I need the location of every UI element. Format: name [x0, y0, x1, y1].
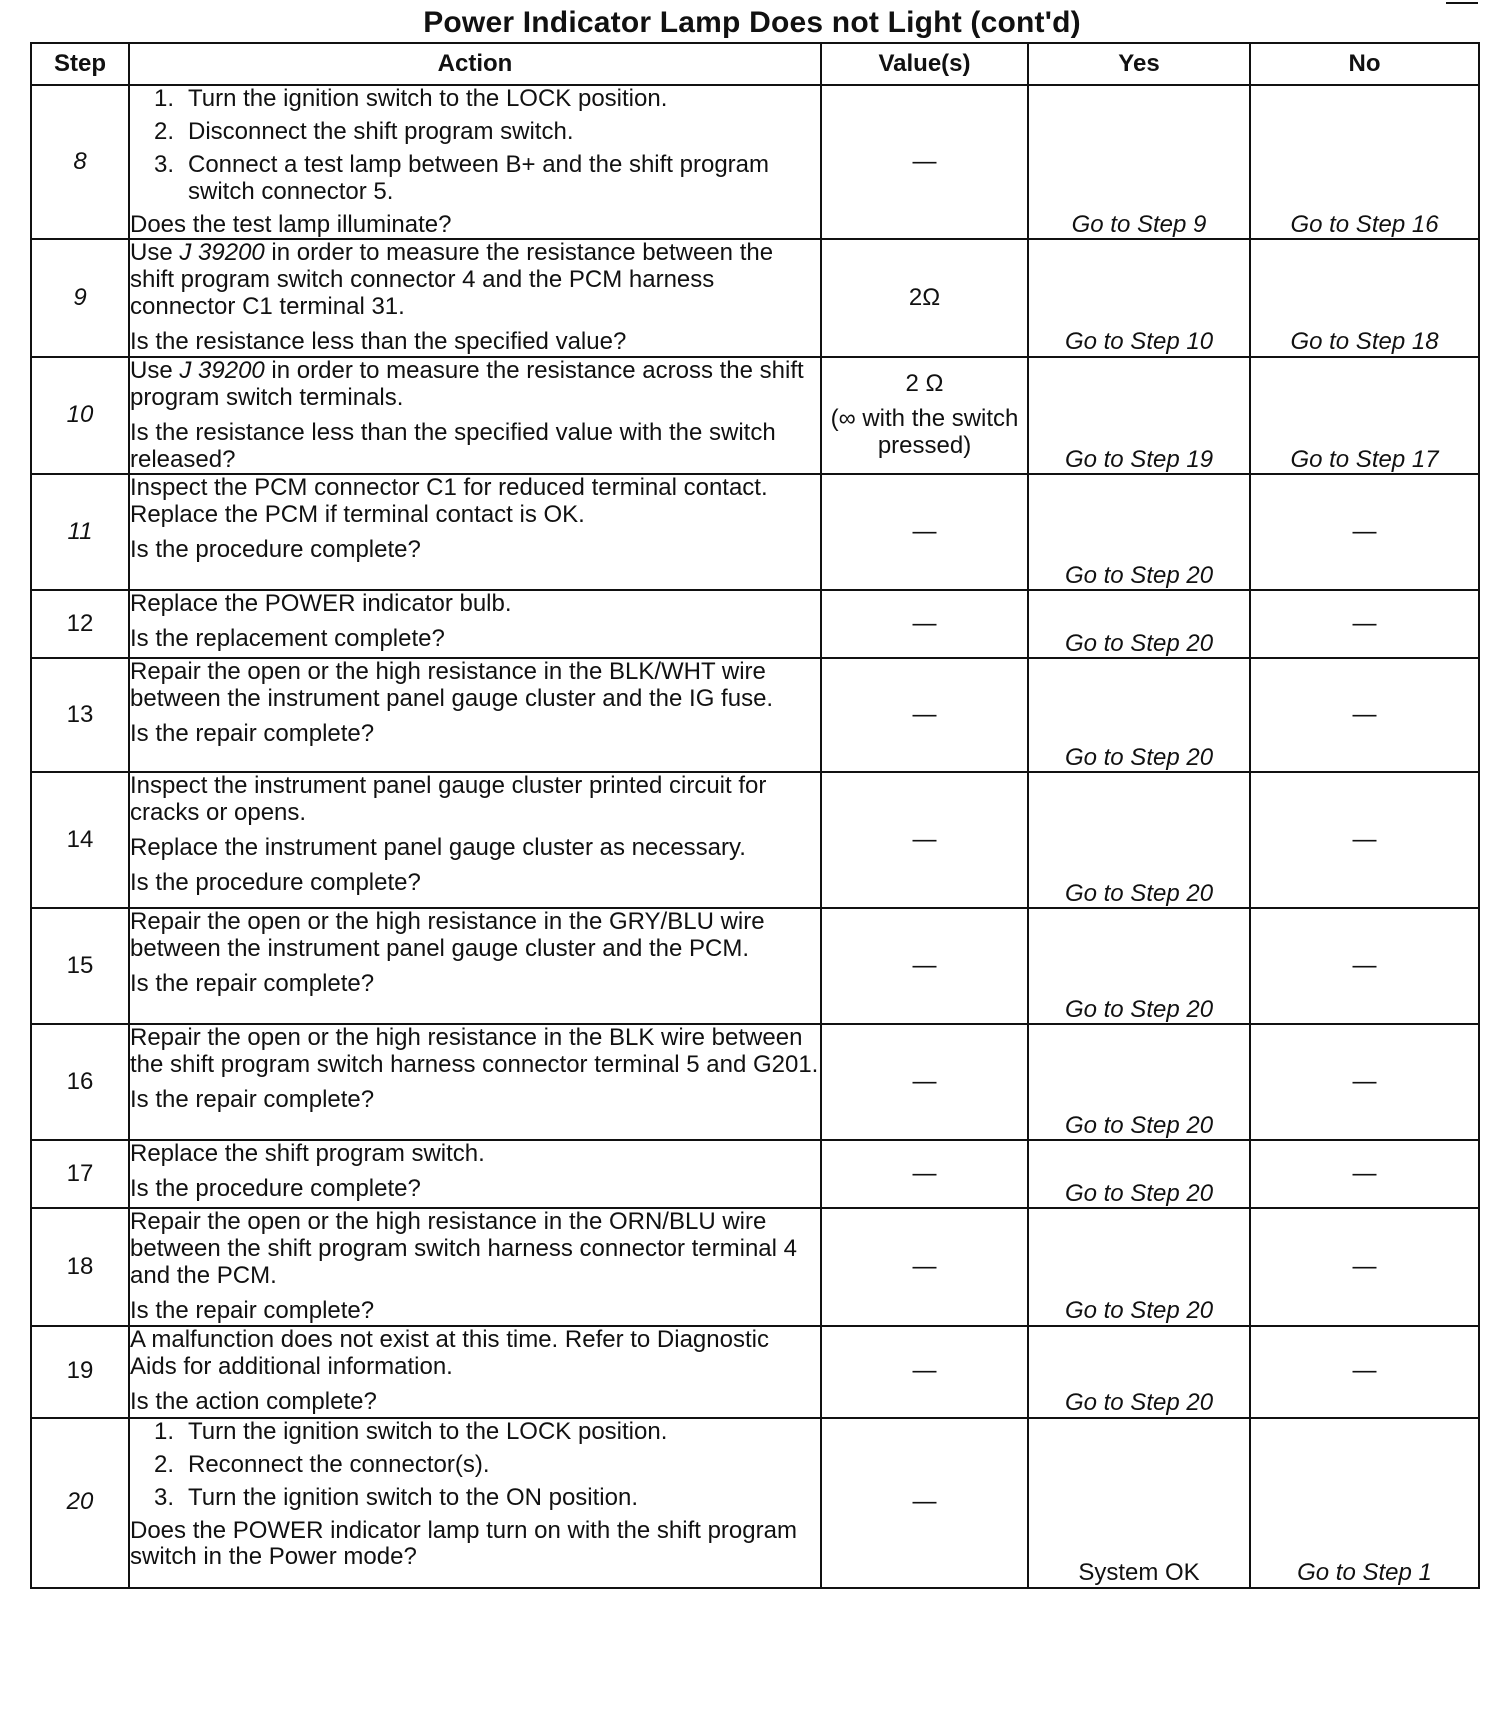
step-index: 1. — [154, 1417, 175, 1445]
action-text: Repair the open or the high resistance in the BLK wire between the shift program switch harness connector terminal 5 and G201. — [130, 1024, 819, 1079]
step-number: 15 — [31, 908, 129, 1024]
value-cell: — — [821, 85, 1028, 239]
yes-result: Go to Step 9 — [1028, 85, 1250, 239]
yes-result: Go to Step 20 — [1028, 1024, 1250, 1140]
table-row-step-11 — [31, 474, 1479, 590]
no-result: — — [1250, 772, 1479, 908]
action-text: Repair the open or the high resistance in the ORN/BLU wire between the shift program switch harness connector terminal 4 and the PCM. — [130, 1208, 797, 1290]
action-cell — [129, 1208, 821, 1326]
action-text — [130, 240, 820, 321]
action-text-lead: Use — [130, 356, 180, 384]
value-cell: — — [821, 1024, 1028, 1140]
no-result: — — [1250, 1140, 1479, 1208]
table-row-step-16 — [31, 1024, 1479, 1140]
step-index: 1. — [154, 85, 175, 112]
action-question: Does the POWER indicator lamp turn on with the shift program switch in the Power mode? — [130, 1516, 797, 1571]
no-result: Go to Step 18 — [1250, 239, 1479, 357]
step-number: 16 — [31, 1024, 129, 1140]
action-text: A malfunction does not exist at this time. Refer to Diagnostic Aids for additional information. — [130, 1325, 769, 1380]
action-cell — [129, 239, 821, 357]
step-index: 3. — [154, 1483, 175, 1511]
header-row — [31, 43, 1479, 85]
action-question: Is the replacement complete? — [130, 625, 445, 653]
action-cell — [129, 1326, 821, 1418]
yes-result: Go to Step 20 — [1028, 658, 1250, 772]
value-main: 2 Ω — [905, 370, 944, 398]
action-step — [130, 119, 820, 146]
yes-result: Go to Step 10 — [1028, 239, 1250, 357]
action-text: Replace the POWER indicator bulb. — [130, 590, 512, 618]
table-row-step-8 — [31, 85, 1479, 239]
yes-result: Go to Step 20 — [1028, 1140, 1250, 1208]
step-text: Connect a test lamp between B+ and the shift program switch connector 5. — [188, 150, 770, 205]
step-number: 8 — [31, 85, 129, 239]
value-cell: 2Ω — [821, 239, 1028, 357]
action-text: Repair the open or the high resistance in the BLK/WHT wire between the instrument panel gauge cluster and the IG fuse. — [130, 658, 774, 713]
step-number: 12 — [31, 590, 129, 658]
action-text: Inspect the PCM connector C1 for reduced terminal contact. Replace the PCM if terminal contact is OK. — [130, 474, 768, 529]
yes-result: Go to Step 20 — [1028, 590, 1250, 658]
header-no: No — [1250, 43, 1479, 85]
table-row-step-14 — [31, 772, 1479, 908]
value-cell — [821, 357, 1028, 475]
step-number: 17 — [31, 1140, 129, 1208]
action-cell — [129, 772, 821, 908]
step-index: 3. — [154, 150, 175, 178]
value-cell: — — [821, 772, 1028, 908]
no-result: Go to Step 16 — [1250, 85, 1479, 239]
action-question: Is the action complete? — [130, 1387, 377, 1415]
action-question: Is the repair complete? — [130, 720, 375, 748]
action-steps — [130, 1419, 820, 1512]
table-row-step-20 — [31, 1418, 1479, 1588]
value-cell: — — [821, 908, 1028, 1024]
action-question: Is the repair complete? — [130, 970, 375, 998]
value-cell: — — [821, 1418, 1028, 1588]
step-index: 2. — [154, 1450, 175, 1478]
action-cell — [129, 1418, 821, 1588]
table-row-step-10 — [31, 357, 1479, 475]
action-cell — [129, 1140, 821, 1208]
step-index: 2. — [154, 117, 175, 145]
no-result: — — [1250, 474, 1479, 590]
header-action: Action — [129, 43, 821, 85]
action-cell — [129, 474, 821, 590]
value-cell: — — [821, 474, 1028, 590]
value-note: (∞ with the switch pressed) — [830, 405, 1019, 460]
action-question: Is the procedure complete? — [130, 536, 421, 564]
table-row-step-17 — [31, 1140, 1479, 1208]
action-cell — [129, 357, 821, 475]
step-text: Turn the ignition switch to the LOCK position. — [188, 1417, 668, 1445]
action-question: Is the procedure complete? — [130, 869, 421, 896]
action-text-secondary: Replace the instrument panel gauge cluster as necessary. — [130, 834, 746, 862]
no-result: — — [1250, 590, 1479, 658]
table-row-step-19 — [31, 1326, 1479, 1418]
tool-reference: J 39200 — [179, 356, 265, 384]
step-text: Turn the ignition switch to the ON position. — [188, 1483, 638, 1511]
action-cell — [129, 590, 821, 658]
action-cell — [129, 85, 821, 239]
no-result: — — [1250, 658, 1479, 772]
no-result: Go to Step 17 — [1250, 357, 1479, 475]
action-step — [130, 1419, 820, 1446]
action-cell — [129, 1024, 821, 1140]
header-yes: Yes — [1028, 43, 1250, 85]
value-cell: — — [821, 590, 1028, 658]
yes-result: Go to Step 20 — [1028, 1208, 1250, 1326]
action-step — [130, 86, 820, 113]
step-text: Disconnect the shift program switch. — [188, 117, 574, 145]
step-number: 10 — [31, 357, 129, 475]
action-text: Inspect the instrument panel gauge cluster printed circuit for cracks or opens. — [130, 772, 767, 827]
action-step — [130, 1485, 820, 1512]
step-text: Turn the ignition switch to the LOCK position. — [188, 85, 668, 112]
diagnostic-table — [30, 42, 1480, 1589]
yes-result: Go to Step 19 — [1028, 357, 1250, 475]
action-text-lead: Use — [130, 239, 180, 267]
table-row-step-15 — [31, 908, 1479, 1024]
step-number: 14 — [31, 772, 129, 908]
value-cell: — — [821, 1208, 1028, 1326]
yes-result: Go to Step 20 — [1028, 474, 1250, 590]
table-row-step-13 — [31, 658, 1479, 772]
action-steps — [130, 86, 820, 206]
yes-result: System OK — [1028, 1418, 1250, 1588]
action-text: Repair the open or the high resistance in the GRY/BLU wire between the instrument panel gauge cluster and the PCM. — [130, 908, 765, 963]
header-value: Value(s) — [821, 43, 1028, 85]
action-step — [130, 152, 820, 206]
step-number: 19 — [31, 1326, 129, 1418]
action-question: Is the resistance less than the specified value? — [130, 328, 627, 355]
no-result: — — [1250, 1208, 1479, 1326]
no-result: — — [1250, 1024, 1479, 1140]
action-question: Is the repair complete? — [130, 1297, 375, 1324]
value-cell: — — [821, 1140, 1028, 1208]
table-row-step-18 — [31, 1208, 1479, 1326]
no-result: — — [1250, 908, 1479, 1024]
step-number: 18 — [31, 1208, 129, 1326]
yes-result: Go to Step 20 — [1028, 772, 1250, 908]
action-question: Is the repair complete? — [130, 1086, 375, 1114]
action-step — [130, 1452, 820, 1479]
table-row-step-12 — [31, 590, 1479, 658]
corner-rule — [1446, 2, 1478, 4]
action-text-body: in order to measure the resistance between the shift program switch connector 4 and the PCM harness connector C1 terminal 31. — [130, 239, 774, 321]
action-text: Replace the shift program switch. — [130, 1140, 485, 1168]
no-result: — — [1250, 1326, 1479, 1418]
value-cell: — — [821, 658, 1028, 772]
action-cell — [129, 658, 821, 772]
tool-reference: J 39200 — [179, 239, 265, 267]
action-question: Is the procedure complete? — [130, 1175, 421, 1203]
yes-result: Go to Step 20 — [1028, 908, 1250, 1024]
action-question: Is the resistance less than the specified value with the switch released? — [130, 418, 776, 473]
yes-result: Go to Step 20 — [1028, 1326, 1250, 1418]
step-number: 11 — [31, 474, 129, 590]
step-number: 20 — [31, 1418, 129, 1588]
step-text: Reconnect the connector(s). — [188, 1450, 490, 1478]
no-result: Go to Step 1 — [1250, 1418, 1479, 1588]
header-step: Step — [31, 43, 129, 85]
action-question: Does the test lamp illuminate? — [130, 210, 452, 238]
table-row-step-9 — [31, 239, 1479, 357]
page-title: Power Indicator Lamp Does not Light (cont'd) — [423, 6, 1081, 39]
action-cell — [129, 908, 821, 1024]
action-text — [130, 358, 820, 412]
value-cell: — — [821, 1326, 1028, 1418]
action-text-body: in order to measure the resistance across the shift program switch terminals. — [130, 356, 804, 411]
step-number: 13 — [31, 658, 129, 772]
step-number: 9 — [31, 239, 129, 357]
